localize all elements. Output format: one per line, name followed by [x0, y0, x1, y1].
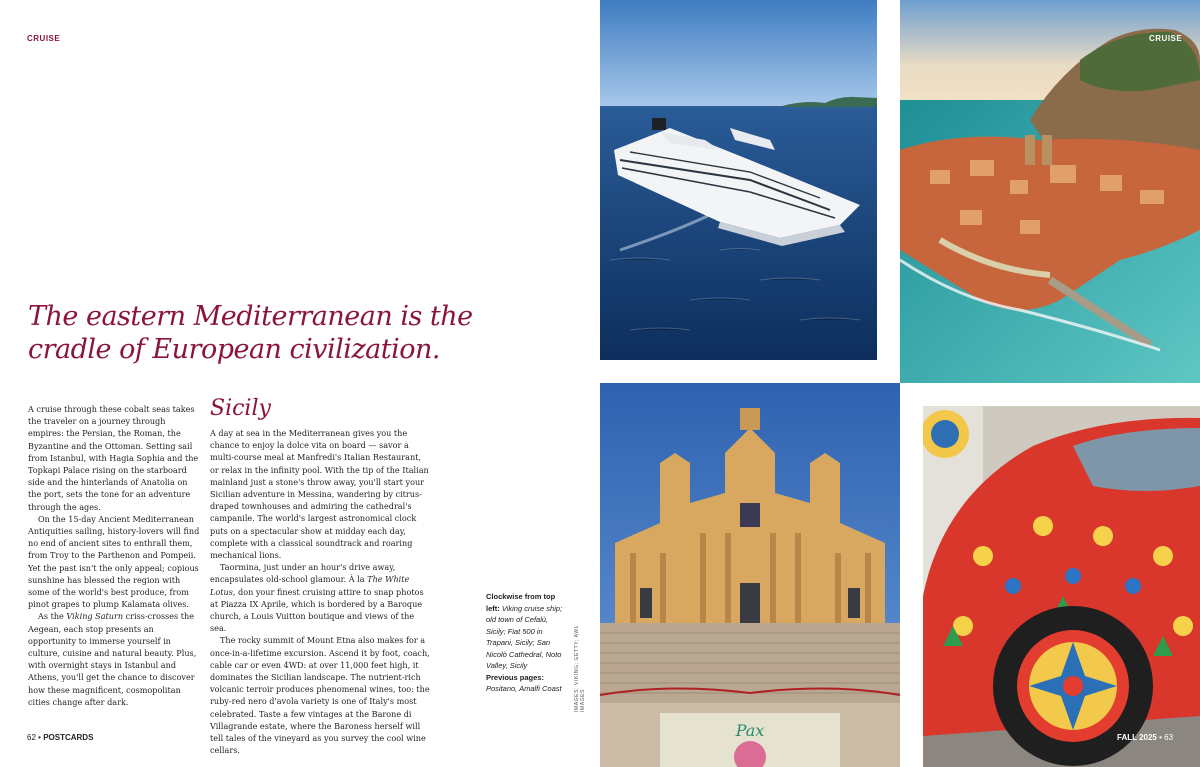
subhead-sicily: Sicily	[210, 396, 271, 421]
page-number: 63	[1164, 733, 1174, 742]
section-label: CRUISE	[27, 34, 61, 43]
headline-line-2: cradle of European civilization.	[28, 334, 440, 365]
body-paragraph: As the Viking Saturn criss-crosses the Aegean, each stop presents an opportunity to immerse yourself in culture, cuisine and natural beauty. Plus, with overnight stays in Istanbul and Athens, you'll get the chance to discover how these magnificent, cosmopolitan cities change after dark.	[28, 611, 197, 707]
body-paragraph: Taormina, just under an hour's drive away, encapsulates old-school glamour. À la The White Lotus, don your finest cruising attire to snap photos at Piazza IX Aprile, which is bordered by a Baroque church, a Louis Vuitton boutique and views of the sea.	[210, 562, 424, 634]
section-label: CRUISE	[1149, 34, 1183, 43]
folio-right: FALL 2025 • 63	[1117, 733, 1174, 742]
body-paragraph: On the 15-day Ancient Mediterranean Antiquities sailing, history-lovers will find no end of ancient sites to enthrall them, from Troy to the Parthenon and Pompeii. Yet the past isn't the only appeal; copious sunshine has blessed the region with some of the world's best produce, from pinot grapes to plump Kalamata olives.	[28, 513, 200, 610]
body-paragraph: A cruise through these cobalt seas takes the traveler on a journey through empires: the Persian, the Roman, the Byzantine and the Ottoman. Setting sail from Istanbul, with Hagia Sophia and the Topkapi Palace rising on the starboard side and the hinterlands of Anatolia on the port, sets the tone for an adventure through the ages.	[28, 404, 199, 512]
noto-cathedral-photo	[600, 383, 900, 767]
publication-name: POSTCARDS	[43, 733, 94, 742]
page-number: 62	[27, 733, 36, 742]
mosaic-pax-text: Pax	[735, 721, 765, 740]
viking-cruise-ship-photo	[600, 0, 877, 360]
folio-left: 62 • POSTCARDS	[27, 733, 94, 742]
body-column-left	[28, 403, 200, 708]
body-paragraph: The rocky summit of Mount Etna also makes for a once-in-a-lifetime excursion. Ascend it by foot, coach, cable car or even 4WD: at over 11,000 feet high, it dominates the Sicilian landscape. The nutrient-rich volcanic terroir produces phenomenal wines, too: the ruby-red nero d'avola variety is one of Italy's most celebrated. Taste a few vintages at the Barone di Villagrande estate, where the Baroness herself will tell tales of the vineyard as you survey the cool wine cellars.	[210, 635, 430, 756]
page-headline	[28, 300, 548, 366]
headline-line-1: The eastern Mediterranean is the	[28, 301, 473, 332]
body-column-middle	[210, 427, 430, 756]
painted-fiat-photo	[923, 406, 1200, 767]
photo-caption: Clockwise from top left: Viking cruise ship; old town of Cefalù, Sicily; Fiat 500 in Trapani, Sicily; San Nicolò Cathedral, Noto Valley, Sicily Previous pages: Positano, Amalfi Coast	[486, 592, 563, 693]
issue-date: FALL 2025	[1117, 733, 1157, 742]
body-paragraph: A day at sea in the Mediterranean gives you the chance to enjoy la dolce vita on board — savor a multi-course meal at Manfredi's Italian Restaurant, or relax in the infinity pool. With the tip of the Italian mainland just a stone's throw away, you'll start your Sicilian adventure in Messina, wandering by citrus-draped townhouses and admiring the cathedral's campanile. The world's largest astronomical clock puts on a spectacular show at midday each day, complete with a classical soundtrack and roaring mechanical lions.	[210, 428, 429, 561]
cefalu-town-photo	[900, 0, 1200, 383]
photo-credit: IMAGES: VIKING; GETTY; AWL IMAGES	[574, 625, 586, 712]
